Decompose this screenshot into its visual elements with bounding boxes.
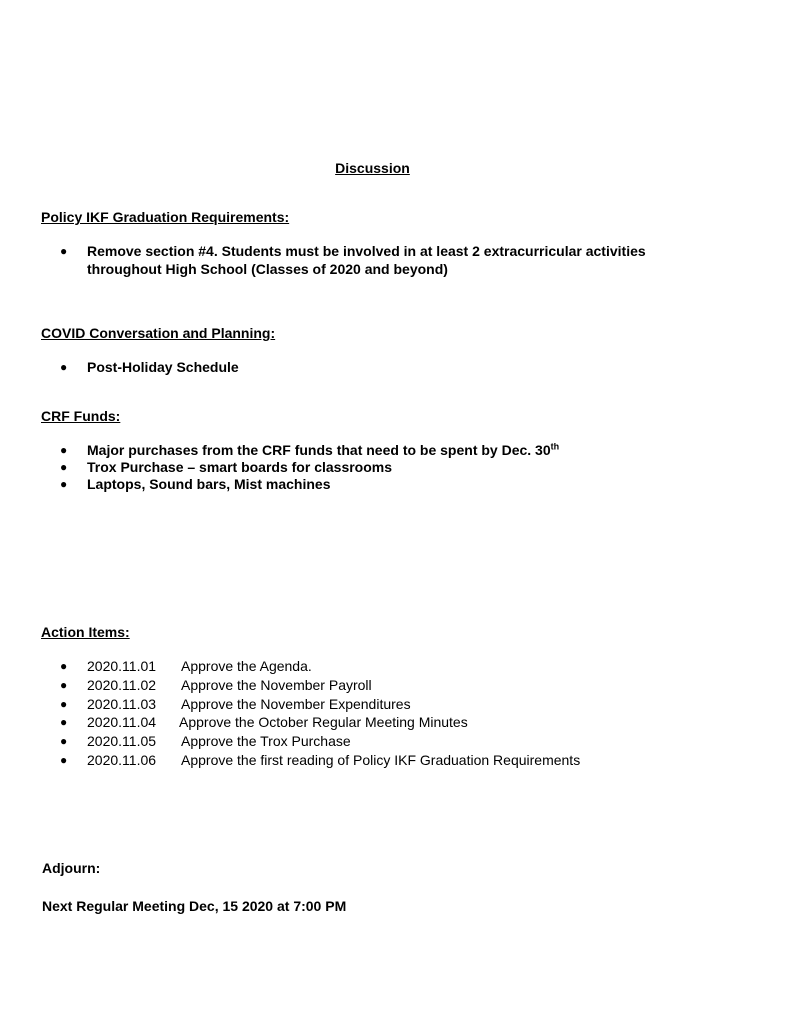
bullet-icon: ● (60, 753, 68, 767)
crf-item-text: Major purchases from the CRF funds that need to be spent by Dec. 30 (87, 442, 551, 458)
crf-item: Laptops, Sound bars, Mist machines (87, 476, 331, 492)
bullet-icon: ● (60, 443, 68, 457)
crf-item-sup: th (550, 441, 560, 452)
crf-heading: CRF Funds: (41, 408, 121, 424)
covid-heading: COVID Conversation and Planning: (41, 325, 276, 341)
action-desc: Approve the Agenda. (181, 658, 312, 674)
action-desc: Approve the November Payroll (181, 677, 372, 693)
adjourn-heading: Adjourn: (42, 860, 101, 876)
action-desc: Approve the first reading of Policy IKF Graduation Requirements (181, 752, 581, 768)
action-code: 2020.11.02 (87, 677, 157, 693)
action-code: 2020.11.06 (87, 752, 157, 768)
bullet-icon: ● (60, 360, 68, 374)
policy-item-line2: throughout High School (Classes of 2020 and beyond) (87, 261, 448, 277)
bullet-icon: ● (60, 244, 68, 258)
policy-item-line1: Remove section #4. Students must be involved in at least 2 extracurricular activities (87, 243, 646, 259)
action-desc: Approve the October Regular Meeting Minutes (179, 714, 468, 730)
bullet-icon: ● (60, 715, 68, 729)
crf-item: Trox Purchase – smart boards for classrooms (87, 459, 393, 475)
action-heading: Action Items: (41, 624, 130, 640)
action-code: 2020.11.03 (87, 696, 157, 712)
policy-heading: Policy IKF Graduation Requirements: (41, 209, 290, 225)
bullet-icon: ● (60, 477, 68, 491)
bullet-icon: ● (60, 460, 68, 474)
crf-item (87, 441, 559, 459)
next-meeting: Next Regular Meeting Dec, 15 2020 at 7:00 PM (42, 898, 347, 914)
action-desc: Approve the November Expenditures (181, 696, 411, 712)
covid-item: Post-Holiday Schedule (87, 359, 239, 375)
action-code: 2020.11.05 (87, 733, 157, 749)
action-code: 2020.11.01 (87, 658, 157, 674)
page-title: Discussion (335, 160, 410, 176)
bullet-icon: ● (60, 734, 68, 748)
action-code: 2020.11.04 (87, 714, 157, 730)
action-desc: Approve the Trox Purchase (181, 733, 351, 749)
bullet-icon: ● (60, 678, 68, 692)
bullet-icon: ● (60, 659, 68, 673)
bullet-icon: ● (60, 697, 68, 711)
